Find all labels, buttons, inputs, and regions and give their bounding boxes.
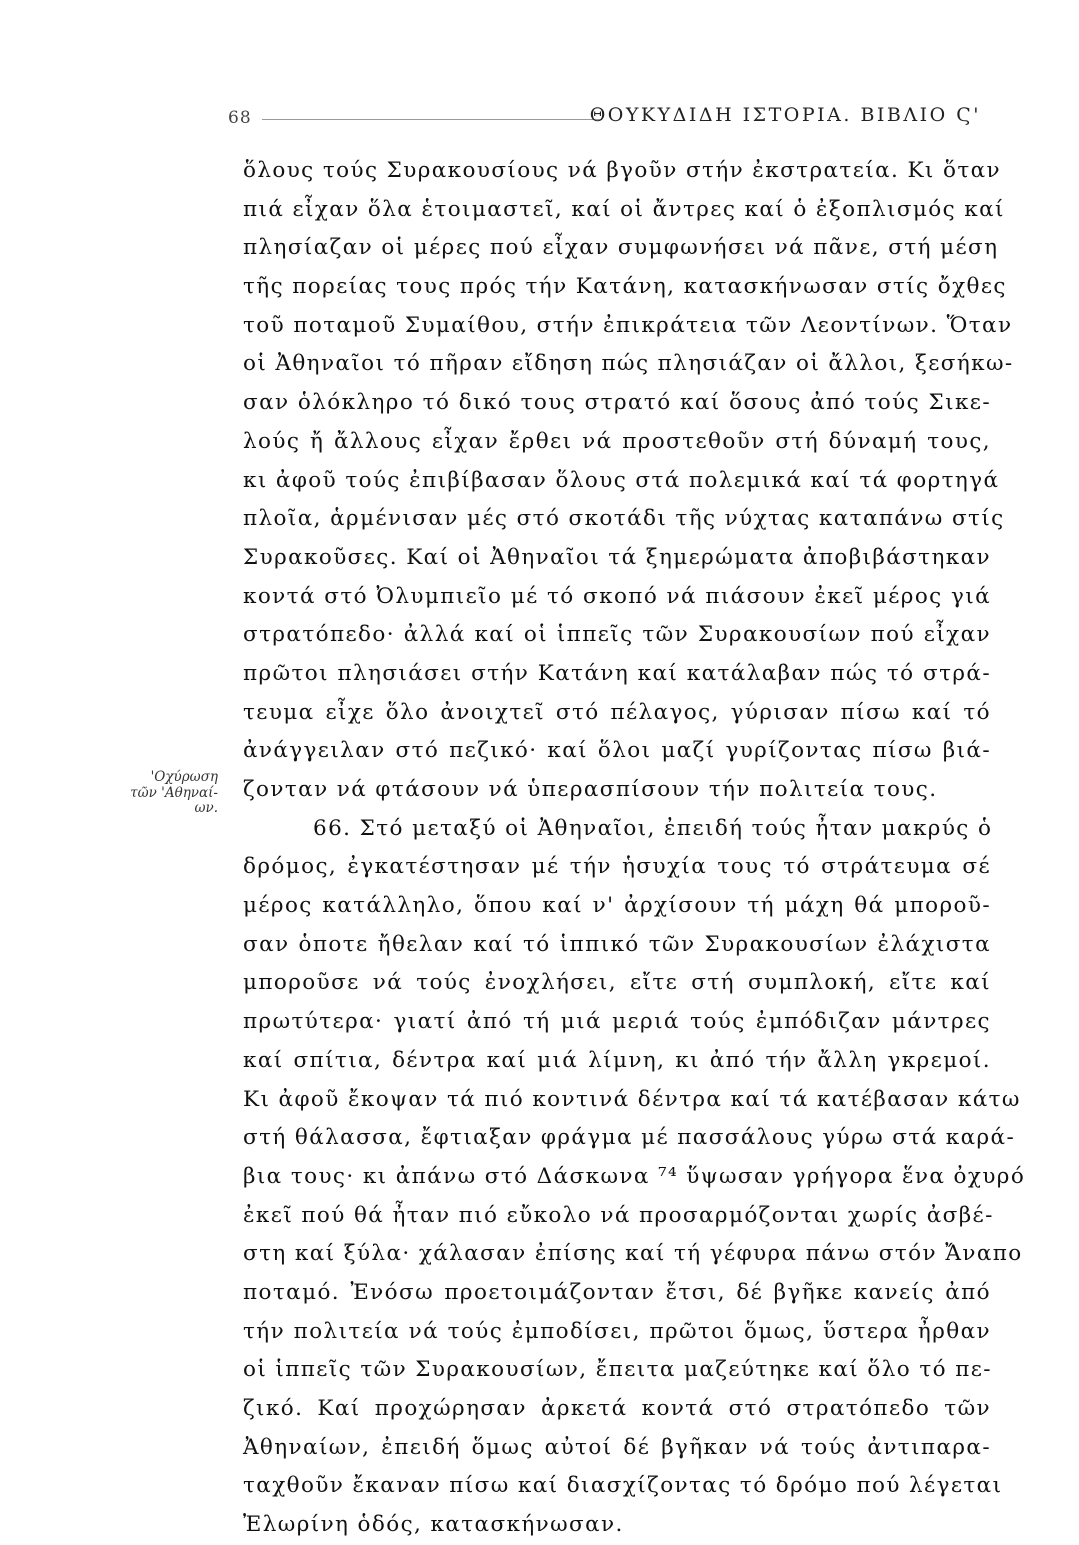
text-line: Κι ἀφοῦ ἔκοψαν τά πιό κοντινά δέντρα καί τά κατέβασαν κάτω	[243, 1086, 1021, 1112]
text-line: τευμα εἶχε ὅλο ἀνοιχτεῖ στό πέλαγος, γύρισαν πίσω καί τό	[243, 699, 991, 725]
text-line: οἱ ἱππεῖς τῶν Συρακουσίων, ἔπειτα μαζεύτηκε καί ὅλο τό πε-	[243, 1357, 992, 1383]
text-line: ἐκεῖ πού θά ἦταν πιό εὔκολο νά προσαρμόζονται χωρίς ἀσβέ-	[243, 1202, 994, 1228]
text-line: Ἀθηναίων, ἐπειδή ὅμως αὐτοί δέ βγῆκαν νά τούς ἀντιπαρα-	[243, 1434, 991, 1460]
text-line: στρατόπεδο· ἀλλά καί οἱ ἱππεῖς τῶν Συρακουσίων πού εἶχαν	[243, 622, 991, 648]
text-line: πλησίαζαν οἱ μέρες πού εἶχαν συμφωνήσει νά πᾶνε, στή μέση	[243, 235, 999, 261]
text-line: ὅλους τούς Συρακουσίους νά βγοῦν στήν ἐκστρατεία. Κι ὅταν	[243, 158, 1002, 183]
page-number: 68	[228, 108, 252, 128]
text-line: οἱ Ἀθηναῖοι τό πῆραν εἴδηση πώς πλησιάζαν οἱ ἄλλοι, ξεσήκω-	[243, 351, 1014, 377]
text-line: τῆς πορείας τους πρός τήν Κατάνη, κατασκήνωσαν στίς ὄχθες	[243, 274, 1007, 300]
text-line: σαν ὁλόκληρο τό δικό τους στρατό καί ὅσους ἀπό τούς Σικε-	[243, 390, 991, 416]
text-line: πρῶτοι πλησιάσει στήν Κατάνη καί κατάλαβαν πώς τό στρά-	[243, 660, 991, 686]
text-line: Συρακοῦσες. Καί οἱ Ἀθηναῖοι τά ξημερώματα ἀποβιβάστηκαν	[243, 544, 991, 570]
margin-note-line: τῶν 'Αθηναί-	[130, 784, 218, 801]
text-line: τοῦ ποταμοῦ Συμαίθου, στήν ἐπικράτεια τῶν Λεοντίνων. Ὅταν	[243, 312, 1013, 338]
text-line: τήν πολιτεία νά τούς ἐμποδίσει, πρῶτοι ὅμως, ὕστερα ἦρθαν	[243, 1318, 991, 1344]
text-line: πρωτύτερα· γιατί ἀπό τή μιά μεριά τούς ἐμπόδιζαν μάντρες	[243, 1009, 991, 1035]
margin-note-line: ων.	[194, 800, 218, 816]
text-line: πλοῖα, ἁρμένισαν μές στό σκοτάδι τῆς νύχτας καταπάνω στίς	[243, 506, 1005, 532]
body-text	[243, 152, 1026, 1545]
text-line: ζικό. Καί προχώρησαν ἀρκετά κοντά στό στρατόπεδο τῶν	[243, 1396, 991, 1421]
text-line: μέρος κατάλληλο, ὅπου καί ν' ἀρχίσουν τή μάχη θά μποροῦ-	[243, 893, 991, 919]
text-line: ζονταν νά φτάσουν νά ὑπερασπίσουν τήν πολιτεία τους.	[243, 777, 938, 802]
text-line: σαν ὁποτε ἤθελαν καί τό ἱππικό τῶν Συρακουσίων ἐλάχιστα	[243, 931, 991, 957]
text-line: βια τους· κι ἀπάνω στό Δάσκωνα ⁷⁴ ὕψωσαν γρήγορα ἕνα ὀχυρό	[243, 1163, 1026, 1189]
margin-note-line: 'Οχύρωση	[150, 769, 218, 785]
text-line: στη καί ξύλα· χάλασαν ἐπίσης καί τή γέφυρα πάνω στόν Ἄναπο	[243, 1241, 1023, 1267]
header-rule	[262, 119, 602, 120]
text-line: ταχθοῦν ἔκαναν πίσω καί διασχίζοντας τό δρόμο πού λέγεται	[243, 1473, 1003, 1499]
text-line: ἀνάγγειλαν στό πεζικό· καί ὅλοι μαζί γυρίζοντας πίσω βιά-	[243, 738, 991, 764]
text-line: στή θάλασσα, ἔφτιαξαν φράγμα μέ πασσάλους γύρω στά καρά-	[243, 1125, 1016, 1151]
text-line: καί σπίτια, δέντρα καί μιά λίμνη, κι ἀπό τήν ἄλλη γκρεμοί.	[243, 1047, 991, 1073]
text-line: πιά εἶχαν ὅλα ἑτοιμαστεῖ, καί οἱ ἄντρες καί ὁ ἐξοπλισμός καί	[243, 196, 1005, 222]
text-line: μποροῦσε νά τούς ἐνοχλήσει, εἴτε στή συμπλοκή, εἴτε καί	[243, 970, 991, 996]
text-line: κι ἀφοῦ τούς ἐπιβίβασαν ὅλους στά πολεμικά καί τά φορτηγά	[243, 467, 1000, 493]
text-line: λούς ἤ ἄλλους εἶχαν ἔρθει νά προστεθοῦν στή δύναμή τους,	[243, 428, 991, 454]
margin-note	[100, 770, 218, 817]
text-line: κοντά στό Ὀλυμπιεῖο μέ τό σκοπό νά πιάσουν ἐκεῖ μέρος γιά	[243, 583, 991, 609]
text-line: ποταμό. Ἐνόσω προετοιμάζονταν ἔτσι, δέ βγῆκε κανείς ἀπό	[243, 1279, 991, 1305]
text-line-paragraph-start: 66. Στό μεταξύ οἱ Ἀθηναῖοι, ἐπειδή τούς ἦταν μακρύς ὁ	[313, 815, 993, 841]
running-head: ΘΟΥΚΥΔΙΔΗ ΙΣΤΟΡΙΑ. ΒΙΒΛΙΟ Ϛ'	[589, 104, 981, 126]
text-line: Ἐλωρίνη ὁδός, κατασκήνωσαν.	[243, 1512, 624, 1538]
text-line: δρόμος, ἐγκατέστησαν μέ τήν ἡσυχία τους τό στράτευμα σέ	[243, 854, 991, 880]
